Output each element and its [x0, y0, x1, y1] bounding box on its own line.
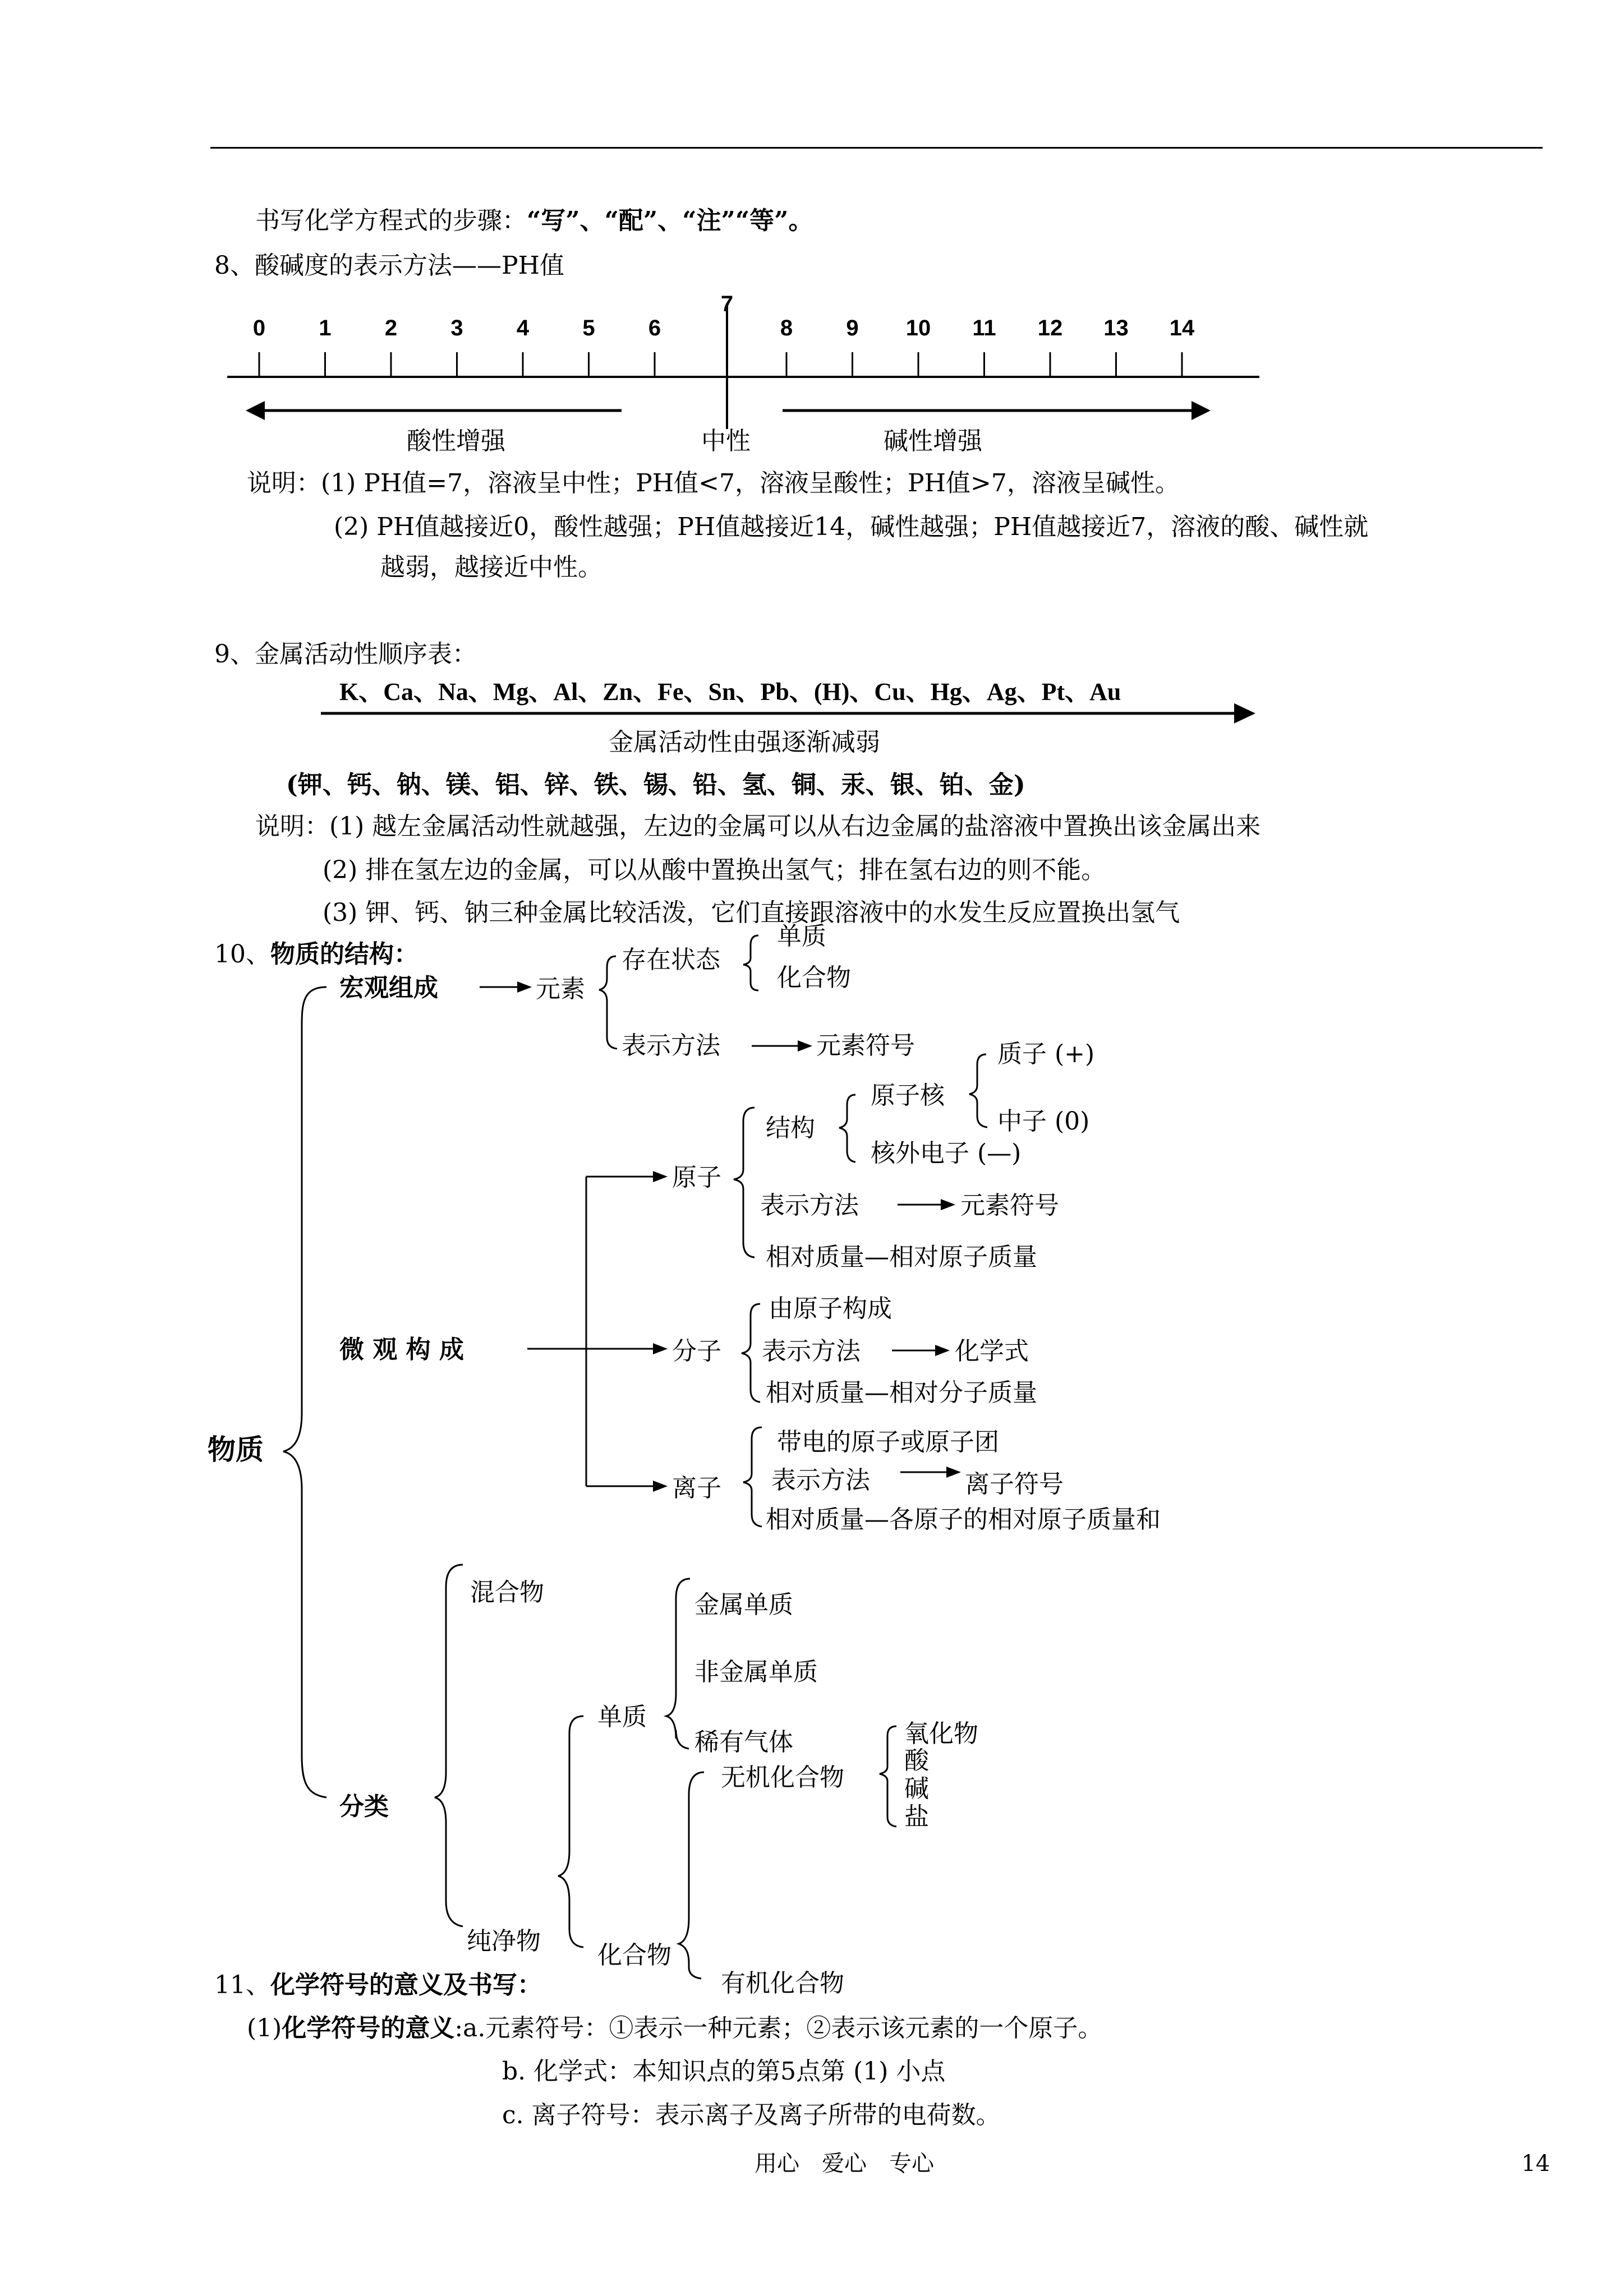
ph-tick-label: 14	[1169, 316, 1195, 340]
symbols-item-b: b. 化学式：本知识点的第5点第 (1) 小点	[502, 2057, 946, 2086]
acid-label: 酸性增强	[407, 427, 505, 455]
macro-arrowhead	[517, 981, 532, 993]
pure-node: 纯净物	[467, 1927, 541, 1956]
metal-note-2: (2) 排在氢左边的金属，可以从酸中置换出氢气；排在氢右边的则不能。	[323, 856, 1106, 884]
atom-mass: 相对质量—相对原子质量	[766, 1243, 1037, 1271]
micro-structure: 微 观 构 成	[339, 1335, 464, 1364]
atom-repr: 表示方法	[760, 1191, 859, 1220]
salt-node: 盐	[904, 1802, 929, 1831]
atom-node: 原子	[672, 1163, 721, 1192]
nonmetal-simple: 非金属单质	[694, 1658, 818, 1686]
base-label: 碱性增强	[884, 427, 982, 455]
molecule-repr: 表示方法	[762, 1337, 861, 1366]
ph-tick-label: 1	[319, 316, 332, 340]
ph-tick-label: 4	[516, 316, 530, 340]
compound-class: 化合物	[597, 1941, 671, 1970]
ph-tick-label: 10	[905, 316, 931, 340]
element-symbol: 元素符号	[816, 1031, 915, 1060]
ph-tick-label: 13	[1103, 316, 1129, 340]
ph-tick-label: 5	[582, 316, 595, 340]
proton-node: 质子 (+)	[997, 1040, 1095, 1068]
element-repr-arrowhead	[798, 1040, 812, 1052]
metal-sequence: K、Ca、Na、Mg、Al、Zn、Fe、Sn、Pb、(H)、Cu、Hg、Ag、Pt、Au	[339, 678, 1121, 706]
classification: 分类	[339, 1792, 389, 1821]
structure-heading-text: 物质的结构：	[270, 940, 418, 969]
symbols-item-title: 化学符号的意义	[282, 2014, 455, 2043]
root-matter: 物质	[208, 1433, 264, 1466]
metal-note-1: 说明：(1) 越左金属活动性就越强，左边的金属可以从右边金属的盐溶液中置换出该金属出来	[255, 812, 1261, 841]
ion-mass: 相对质量—各原子的相对原子质量和	[766, 1505, 1161, 1534]
ph-tick-label: 3	[450, 316, 463, 340]
ion-repr: 表示方法	[771, 1466, 870, 1495]
inorganic-compound: 无机化合物	[721, 1763, 844, 1792]
ph-heading: 8、酸碱度的表示方法——PH值	[214, 251, 564, 280]
metal-simple: 金属单质	[694, 1590, 793, 1619]
ph-tick-label: 2	[384, 316, 398, 340]
symbols-heading	[214, 1973, 542, 1998]
equation-steps: “写”、“配”、“注”“等”。	[527, 206, 813, 235]
atom-structure: 结构	[766, 1114, 815, 1142]
molecule-repr-arrowhead	[935, 1345, 950, 1356]
compound-node: 化合物	[777, 963, 851, 992]
organic-compound: 有机化合物	[721, 1969, 844, 1998]
symbols-item-a	[247, 2016, 1102, 2041]
ph-tick-label: 11	[972, 316, 996, 340]
element-repr: 表示方法	[622, 1031, 720, 1060]
ph-tick-label: 12	[1037, 316, 1063, 340]
ion-node: 离子	[672, 1474, 721, 1502]
ph-note-2a: (2) PH值越接近0，酸性越强；PH值越接近14，碱性越强；PH值越接近7，溶液的酸、碱性就	[334, 513, 1369, 541]
metal-note-3: (3) 钾、钙、钠三种金属比较活泼，它们直接跟溶液中的水发生反应置换出氢气	[323, 898, 1180, 927]
ph-note-2b: 越弱，越接近中性。	[380, 553, 602, 582]
existence-state: 存在状态	[622, 946, 720, 974]
ph-tick-label: 8	[780, 316, 793, 340]
electron-node: 核外电子 (—)	[871, 1139, 1022, 1168]
elemental-node: 单质	[597, 1703, 647, 1731]
neutral-label: 中性	[701, 427, 751, 455]
atom-repr-arrowhead	[941, 1199, 955, 1210]
page-number: 14	[1521, 2151, 1550, 2177]
macro-composition: 宏观组成	[339, 974, 438, 1002]
atom-arrowhead	[653, 1171, 668, 1182]
nucleus-node: 原子核	[871, 1081, 945, 1110]
simple-substance: 单质	[777, 922, 826, 951]
mixture-node: 混合物	[470, 1578, 544, 1607]
ion-definition: 带电的原子或原子团	[777, 1428, 999, 1456]
footer-motto: 用心 爱心 专心	[755, 2151, 934, 2177]
equation-steps-prefix: 书写化学方程式的步骤：	[255, 206, 527, 235]
oxide-node: 氧化物	[904, 1719, 978, 1748]
molecule-made: 由原子构成	[769, 1294, 892, 1323]
acid-node: 酸	[904, 1746, 929, 1775]
molecule-node: 分子	[672, 1337, 721, 1366]
ion-repr-arrowhead	[946, 1467, 961, 1478]
symbols-heading-text: 化学符号的意义及书写：	[270, 1971, 542, 1999]
ph-tick-label: 6	[648, 316, 661, 340]
metal-chinese: (钾、钙、钠、镁、铝、锌、铁、锡、铅、氢、铜、汞、银、铂、金)	[286, 771, 1025, 799]
metal-arrow-label: 金属活动性由强逐渐减弱	[609, 728, 880, 757]
micro-arrowhead	[653, 1343, 668, 1354]
ion-symbol: 离子符号	[965, 1470, 1064, 1499]
symbols-item-c: c. 离子符号：表示离子及离子所带的电荷数。	[502, 2101, 1001, 2129]
symbols-heading-num: 11、	[214, 1971, 270, 1999]
metal-heading: 9、金属活动性顺序表：	[214, 640, 477, 668]
molecule-mass: 相对质量—相对分子质量	[766, 1378, 1037, 1407]
symbols-a-text: :a.元素符号：①表示一种元素；②表示该元素的一个原子。	[454, 2014, 1103, 2043]
ph-tick-label: 7	[720, 292, 734, 316]
neutron-node: 中子 (0)	[997, 1107, 1090, 1136]
molecule-formula: 化学式	[955, 1337, 1029, 1366]
ion-arrowhead	[653, 1481, 668, 1492]
atom-symbol: 元素符号	[960, 1191, 1059, 1220]
symbols-item-num: (1)	[247, 2014, 282, 2043]
structure-heading-num: 10、	[214, 940, 270, 969]
base-node: 碱	[904, 1774, 929, 1803]
noble-gas: 稀有气体	[694, 1728, 793, 1756]
ph-tick-label: 9	[846, 316, 859, 340]
ph-tick-label: 0	[252, 316, 266, 340]
element-node: 元素	[536, 975, 585, 1003]
ph-note-1: 说明：(1) PH值=7，溶液呈中性；PH值<7，溶液呈酸性；PH值>7，溶液呈碱性。	[247, 469, 1180, 497]
